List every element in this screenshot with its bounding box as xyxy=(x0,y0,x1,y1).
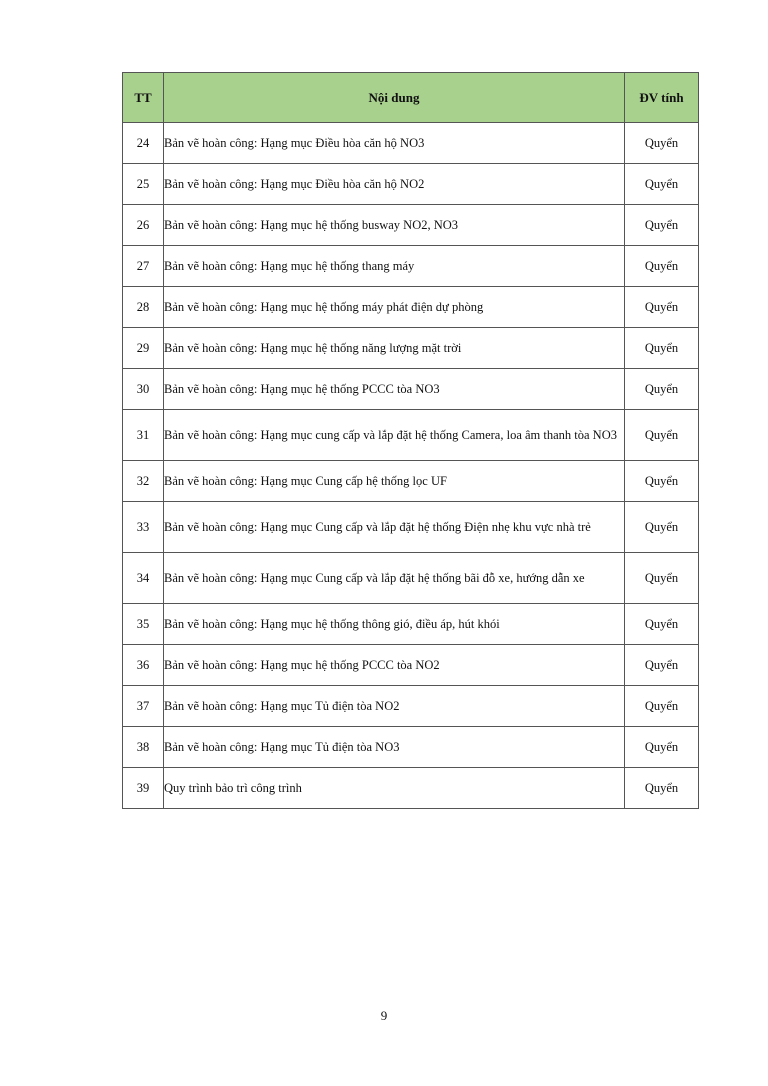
table-row xyxy=(123,604,699,645)
row-tt: 37 xyxy=(123,686,164,727)
row-content: Bản vẽ hoàn công: Hạng mục hệ thống năng lượng mặt trời xyxy=(164,328,625,369)
row-unit: Quyển xyxy=(625,604,699,645)
table-row xyxy=(123,328,699,369)
row-unit: Quyển xyxy=(625,205,699,246)
row-unit: Quyển xyxy=(625,287,699,328)
row-tt: 31 xyxy=(123,410,164,461)
row-tt: 39 xyxy=(123,768,164,809)
row-content: Bản vẽ hoàn công: Hạng mục hệ thống máy phát điện dự phòng xyxy=(164,287,625,328)
row-tt: 34 xyxy=(123,553,164,604)
row-content: Bản vẽ hoàn công: Hạng mục hệ thống busway NO2, NO3 xyxy=(164,205,625,246)
row-content: Bản vẽ hoàn công: Hạng mục hệ thống PCCC tòa NO2 xyxy=(164,645,625,686)
row-content: Bản vẽ hoàn công: Hạng mục Điều hòa căn hộ NO3 xyxy=(164,123,625,164)
table-row xyxy=(123,246,699,287)
table-row xyxy=(123,768,699,809)
row-unit: Quyển xyxy=(625,164,699,205)
row-content: Bản vẽ hoàn công: Hạng mục cung cấp và lắp đặt hệ thống Camera, loa âm thanh tòa NO3 xyxy=(164,410,625,461)
table-row xyxy=(123,123,699,164)
row-content: Bản vẽ hoàn công: Hạng mục Cung cấp và lắp đặt hệ thống bãi đỗ xe, hướng dẫn xe xyxy=(164,553,625,604)
row-unit: Quyển xyxy=(625,123,699,164)
row-unit: Quyển xyxy=(625,686,699,727)
row-tt: 27 xyxy=(123,246,164,287)
row-content: Bản vẽ hoàn công: Hạng mục Tủ điện tòa NO3 xyxy=(164,727,625,768)
row-content: Bản vẽ hoàn công: Hạng mục Cung cấp hệ thống lọc UF xyxy=(164,461,625,502)
table-row xyxy=(123,686,699,727)
row-unit: Quyển xyxy=(625,410,699,461)
table-header-row xyxy=(123,73,699,123)
row-content: Quy trình bảo trì công trình xyxy=(164,768,625,809)
row-tt: 25 xyxy=(123,164,164,205)
document-table xyxy=(122,72,699,809)
table-row xyxy=(123,287,699,328)
row-content: Bản vẽ hoàn công: Hạng mục Điều hòa căn hộ NO2 xyxy=(164,164,625,205)
row-tt: 33 xyxy=(123,502,164,553)
row-tt: 28 xyxy=(123,287,164,328)
row-unit: Quyển xyxy=(625,369,699,410)
row-tt: 32 xyxy=(123,461,164,502)
page-number: 9 xyxy=(380,1008,388,1023)
table-row xyxy=(123,205,699,246)
table-row xyxy=(123,553,699,604)
header-content: Nội dung xyxy=(164,73,625,123)
row-tt: 38 xyxy=(123,727,164,768)
row-tt: 24 xyxy=(123,123,164,164)
row-unit: Quyển xyxy=(625,502,699,553)
row-content: Bản vẽ hoàn công: Hạng mục Cung cấp và lắp đặt hệ thống Điện nhẹ khu vực nhà trẻ xyxy=(164,502,625,553)
row-tt: 26 xyxy=(123,205,164,246)
row-unit: Quyển xyxy=(625,727,699,768)
table-row xyxy=(123,410,699,461)
table-row xyxy=(123,502,699,553)
table-row xyxy=(123,461,699,502)
row-content: Bản vẽ hoàn công: Hạng mục Tủ điện tòa NO2 xyxy=(164,686,625,727)
table-row xyxy=(123,164,699,205)
row-content: Bản vẽ hoàn công: Hạng mục hệ thống thông gió, điều áp, hút khói xyxy=(164,604,625,645)
row-tt: 29 xyxy=(123,328,164,369)
row-unit: Quyển xyxy=(625,461,699,502)
row-unit: Quyển xyxy=(625,553,699,604)
table-row xyxy=(123,727,699,768)
table-row xyxy=(123,369,699,410)
row-content: Bản vẽ hoàn công: Hạng mục hệ thống thang máy xyxy=(164,246,625,287)
row-tt: 36 xyxy=(123,645,164,686)
row-unit: Quyển xyxy=(625,328,699,369)
row-tt: 30 xyxy=(123,369,164,410)
row-unit: Quyển xyxy=(625,246,699,287)
row-tt: 35 xyxy=(123,604,164,645)
row-unit: Quyển xyxy=(625,768,699,809)
row-content: Bản vẽ hoàn công: Hạng mục hệ thống PCCC tòa NO3 xyxy=(164,369,625,410)
row-unit: Quyển xyxy=(625,645,699,686)
table-row xyxy=(123,645,699,686)
header-tt: TT xyxy=(123,73,164,123)
header-unit: ĐV tính xyxy=(625,73,699,123)
